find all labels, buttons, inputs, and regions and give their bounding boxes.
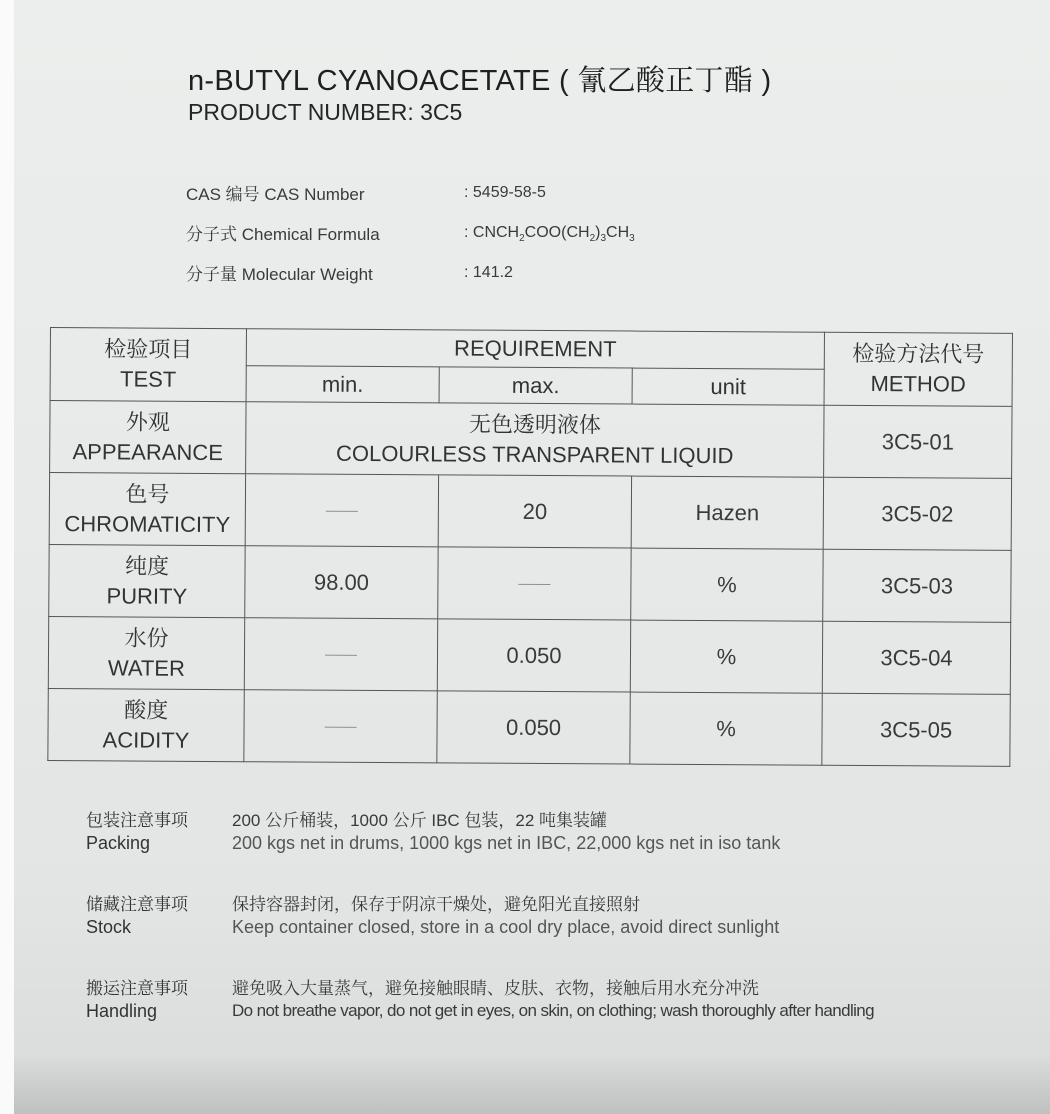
dash-mark — [518, 584, 550, 585]
note-text: Do not breathe vapor, do not get in eyes, on skin, on clothing; wash thoroughly after handling — [232, 1001, 875, 1020]
property-value: : 141.2 — [464, 264, 513, 281]
product-number: PRODUCT NUMBER: 3C5 — [188, 99, 463, 125]
header-min: min. — [246, 366, 439, 403]
dash-mark — [325, 655, 357, 656]
product-title: n-BUTYL CYANOACETATE ( 氰乙酸正丁酯 ) — [188, 65, 772, 97]
unit-value: % — [631, 548, 823, 621]
max-value — [438, 547, 631, 620]
test-name: 外观 APPEARANCE — [50, 401, 246, 474]
note-label: Stock — [86, 917, 132, 937]
property-label: CAS 编号 CAS Number — [186, 185, 365, 204]
method-code: 3C5-04 — [822, 621, 1010, 694]
page-margin — [0, 0, 14, 1114]
note-label: 包装注意事项 — [86, 811, 188, 830]
unit-value: % — [630, 620, 822, 693]
dash-mark — [325, 727, 357, 728]
note-label: Handling — [86, 1001, 158, 1021]
max-value: 0.050 — [437, 619, 630, 692]
min-value: 98.00 — [245, 546, 438, 619]
table-row — [48, 616, 1010, 694]
note-text: 200 kgs net in drums, 1000 kgs net in IBC, 22,000 kgs net in iso tank — [232, 833, 781, 853]
test-name: 酸度 ACIDITY — [48, 688, 244, 761]
method-code: 3C5-02 — [823, 477, 1011, 550]
method-code: 3C5-05 — [822, 693, 1010, 766]
test-name: 色号 CHROMATICITY — [49, 473, 245, 546]
unit-value: Hazen — [631, 476, 823, 549]
header-test: 检验项目 TEST — [50, 328, 246, 402]
table-row — [50, 401, 1012, 479]
max-value: 20 — [438, 475, 631, 548]
table-row — [48, 688, 1010, 766]
test-name: 水份 WATER — [48, 616, 244, 689]
note-text: 避免吸入大量蒸气，避免接触眼睛、皮肤、衣物，接触后用水充分冲洗 — [232, 979, 759, 998]
property-value: : 5459-58-5 — [464, 184, 546, 201]
header-unit: unit — [632, 368, 824, 405]
requirement-text: 无色透明液体 COLOURLESS TRANSPARENT LIQUID — [246, 402, 824, 478]
note-label: 储藏注意事项 — [86, 895, 188, 914]
note-label: 搬运注意事项 — [86, 979, 188, 998]
property-label: 分子量 Molecular Weight — [186, 265, 373, 284]
method-code: 3C5-01 — [824, 405, 1012, 478]
test-name: 纯度 PURITY — [49, 544, 245, 617]
unit-value: % — [630, 692, 822, 765]
header-max: max. — [439, 367, 632, 404]
note-text: 200 公斤桶装，1000 公斤 IBC 包装，22 吨集装罐 — [232, 811, 608, 830]
chemical-formula: : $CNCH_2COO(CH_2)_3CH_3$ — [464, 224, 635, 245]
max-value: 0.050 — [437, 691, 630, 764]
header-requirement: REQUIREMENT — [246, 329, 824, 370]
min-value — [244, 618, 437, 691]
method-code: 3C5-03 — [823, 549, 1011, 622]
header-method: 检验方法代号 METHOD — [824, 332, 1012, 406]
table-row — [49, 473, 1011, 551]
table-row — [49, 544, 1011, 622]
min-value — [244, 690, 437, 763]
dash-mark — [326, 511, 358, 512]
note-label: Packing — [86, 833, 151, 853]
note-text: Keep container closed, store in a cool dry place, avoid direct sunlight — [232, 917, 780, 937]
table-header-row — [50, 328, 1012, 371]
page-shadow — [14, 1054, 1050, 1114]
note-text: 保持容器封闭，保存于阴凉干燥处，避免阳光直接照射 — [232, 895, 640, 914]
property-label: 分子式 Chemical Formula — [186, 225, 380, 244]
min-value — [245, 474, 438, 547]
specification-table — [47, 327, 1013, 767]
